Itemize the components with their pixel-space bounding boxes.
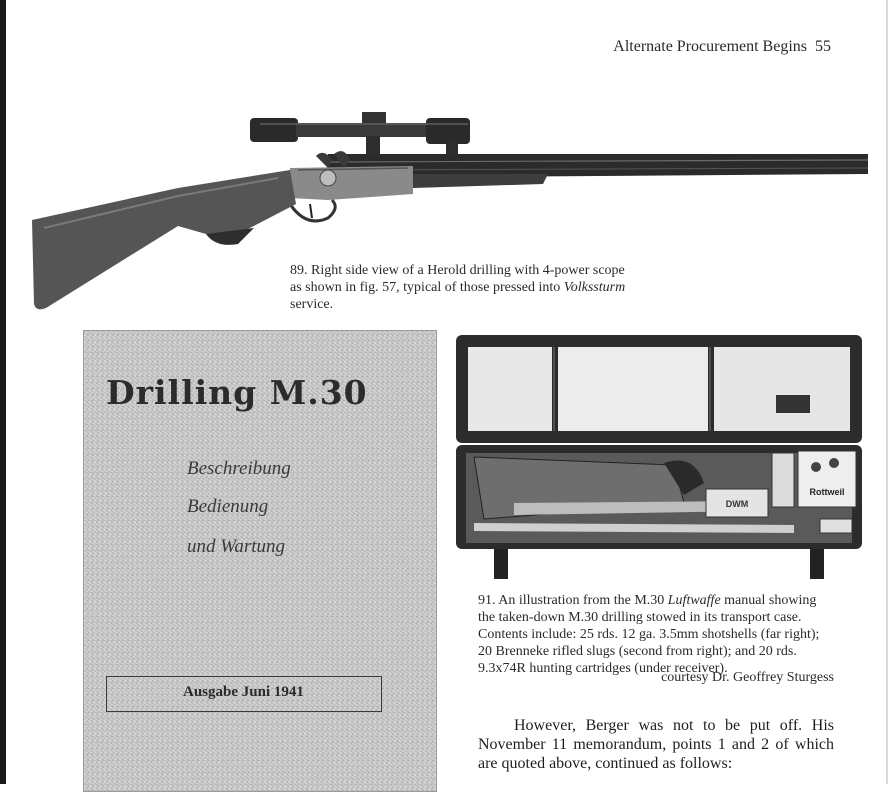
manual-cover-edition: Ausgabe Juni 1941 <box>183 684 304 700</box>
figure-91-caption <box>478 592 834 677</box>
figure-91-caption-start: 91. An illustration from the M.30 <box>478 593 668 608</box>
rifle-scope <box>250 112 470 156</box>
manual-cover-edition-box <box>106 676 382 712</box>
manual-cover-image <box>83 330 437 792</box>
rifle-forend <box>408 174 548 188</box>
rifle-stock <box>32 170 296 309</box>
body-paragraph-text: However, Berger was not to be put off. His November 11 memorandum, points 1 and 2 of which are quoted above, continued as follows: <box>478 717 834 772</box>
figure-89-caption <box>290 262 680 313</box>
manual-cover-line-2: Bedienung <box>187 496 269 517</box>
cartridge-box-label: DWM <box>725 499 749 509</box>
page-edge-shadow <box>0 0 6 784</box>
figure-89-caption-line-2: as shown in fig. 57, typical of those pressed into <box>290 280 564 295</box>
slug-box <box>798 451 856 507</box>
figure-91-caption-italic: Luftwaffe <box>667 593 721 608</box>
page-number: 55 <box>815 38 831 55</box>
figure-89-caption-line-1: 89. Right side view of a Herold drilling with 4-power scope <box>290 263 625 278</box>
slug-box-label: Rottweil <box>809 487 845 497</box>
chapter-title: Alternate Procurement Begins <box>613 38 807 55</box>
figure-89-caption-line-3: service. <box>290 297 334 312</box>
manual-cover-line-1: Beschreibung <box>187 458 291 479</box>
shotshell-box <box>772 453 794 507</box>
manual-cover-line-3: und Wartung <box>187 536 286 557</box>
body-paragraph <box>478 716 834 773</box>
figure-91-caption-rest: manual showing the taken-down M.30 drilling stowed in its transport case. Contents include: 25 rds. 12 ga. 3.5mm shotshells (far right); 20 Brenneke rifled slugs (second from right); and 20 rds. 9.3x74R hunting cartridges (under receiver). <box>478 593 820 676</box>
manual-cover-title: Drilling M.30 <box>106 373 368 412</box>
figure-89-caption-italic: Volkssturm <box>563 280 626 295</box>
transport-case-photo <box>454 333 866 585</box>
running-head <box>613 38 831 56</box>
figure-91-credit: courtesy Dr. Geoffrey Sturgess <box>661 670 834 685</box>
